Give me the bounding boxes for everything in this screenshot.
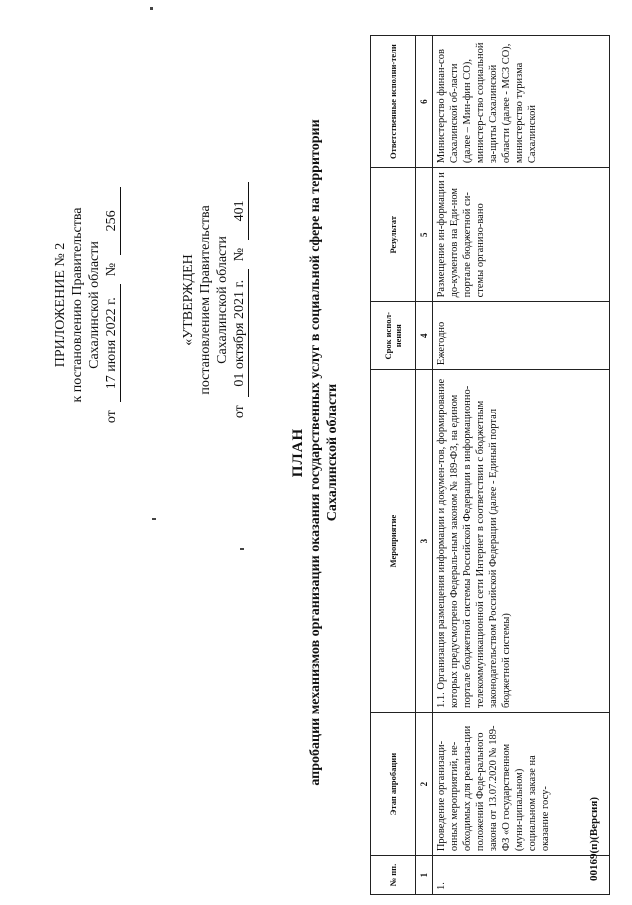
row-num: 1.: [433, 856, 610, 895]
row-responsible: Министерство финан-сов Сахалинской об-ласти (далее – Мин-фин СО), министер-ство социальной за-щиты Сахалинской области (далее - МСЗ СО), министерство туризма Сахалинской: [433, 36, 610, 168]
attachment-line2: Сахалинской области: [87, 241, 102, 369]
col-number: 6: [416, 36, 433, 168]
row-stage: Проведение организаци-онных мероприятий, не-обходимых для реализа-ции положений Феде-рального закона от 13.07.2020 № 189-ФЗ «О государственном (муни-ципальном) социальном заказе на оказание госу-: [433, 713, 610, 856]
header-num: № пп.: [371, 856, 416, 895]
plan-subtitle-1: апробации механизмов организации оказания государственных услуг в социальной сфере на территории: [308, 119, 323, 786]
approved-no: №: [232, 247, 247, 262]
plan-table: [370, 35, 610, 895]
plan-subtitle-2: Сахалинской области: [325, 383, 340, 522]
header-term: Срок испол-нения: [371, 302, 416, 370]
approved-date: 01 октября 2021 г.: [231, 269, 249, 397]
attachment-line1: к постановлению Правительства: [70, 207, 85, 403]
row-term: Ежегодно: [433, 302, 610, 370]
approved-header: [180, 150, 249, 450]
approved-title: «УТВЕРЖДЕН: [181, 254, 196, 346]
table-row: [433, 36, 610, 895]
approved-line2: Сахалинской области: [215, 236, 230, 364]
attachment-number: 256: [103, 187, 121, 255]
col-number: 3: [416, 370, 433, 713]
col-number: 5: [416, 168, 433, 302]
approved-line1: постановлением Правительства: [198, 205, 213, 395]
attachment-no: №: [104, 262, 119, 277]
attachment-title: ПРИЛОЖЕНИЕ № 2: [53, 242, 68, 368]
scan-speck: [240, 548, 244, 550]
row-activity: 1.1. Организация размещения информации и докумен-тов, формирование которых предусмотрено Федераль-ным законом № 189-ФЗ, на едином портале бюджетной системы Российской Федерации в информационно-телекоммуникационной сети Интернет в соответствии с бюджетным законодательством Российской Федерации (далее - Единый портал бюджетной системы): [433, 370, 610, 713]
col-number: 2: [416, 713, 433, 856]
col-number: 1: [416, 856, 433, 895]
table-header-row: [371, 36, 416, 895]
approved-date-line: [231, 150, 249, 450]
col-number: 4: [416, 302, 433, 370]
attachment-from: от: [104, 410, 119, 424]
approved-number: 401: [231, 182, 249, 240]
header-stage: Этап апробации: [371, 713, 416, 856]
table-numbers-row: [416, 36, 433, 895]
scan-speck: [150, 7, 153, 10]
plan-title-block: [290, 0, 341, 905]
header-responsible: Ответственные исполни-тели: [371, 36, 416, 168]
header-activity: Мероприятие: [371, 370, 416, 713]
attachment-date-line: [103, 155, 121, 455]
header-result: Результат: [371, 168, 416, 302]
document-footer-code: 00169(п)(Версия): [588, 797, 600, 881]
scan-speck: [152, 518, 156, 520]
approved-from: от: [232, 405, 247, 419]
attachment-header: [52, 155, 121, 455]
plan-title: ПЛАН: [290, 427, 306, 478]
attachment-date: 17 июня 2022 г.: [103, 284, 121, 402]
row-result: Размещение ин-формации и до-кументов на Еди-ном портале бюджетной си-стемы организо-вано: [433, 168, 610, 302]
